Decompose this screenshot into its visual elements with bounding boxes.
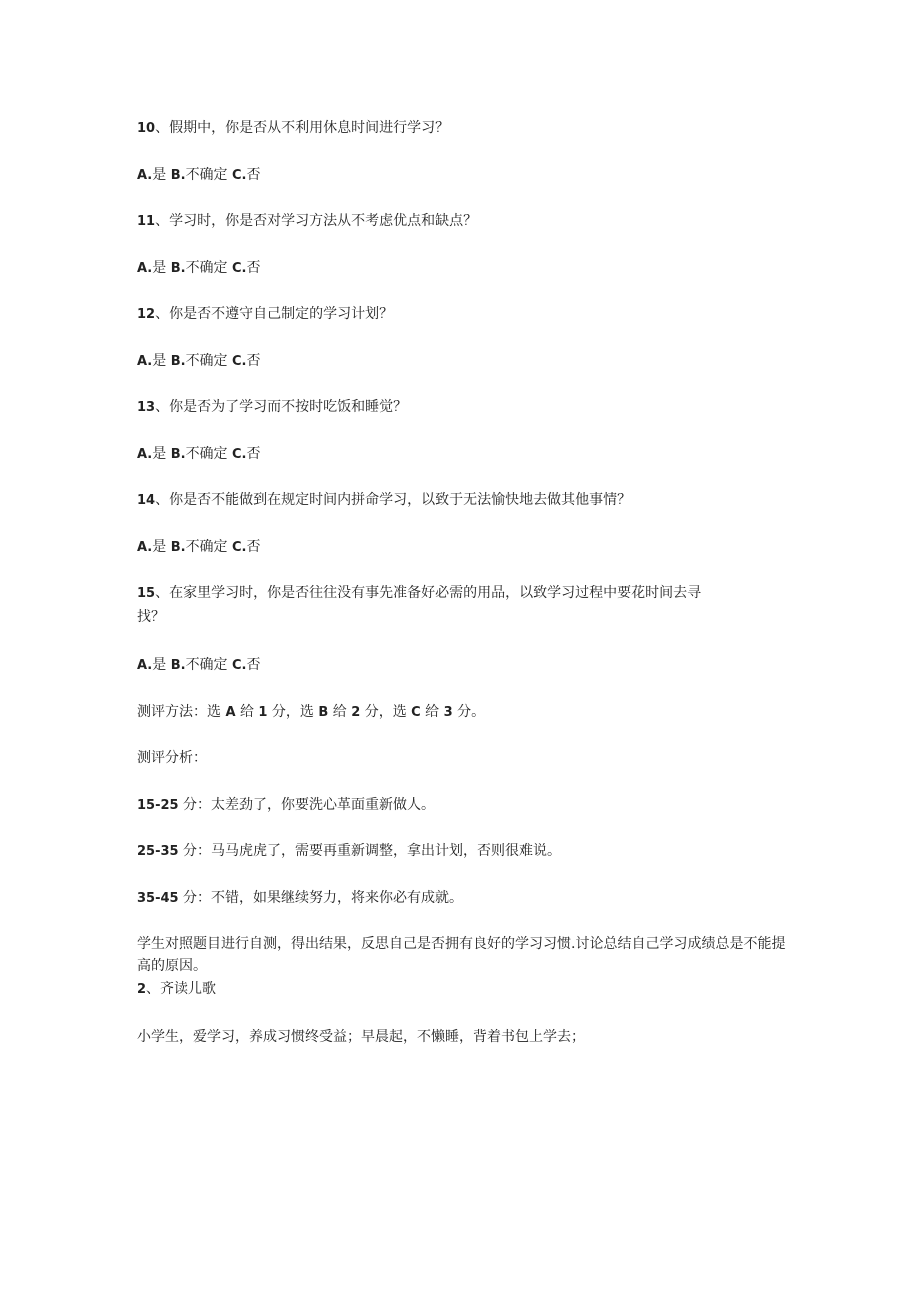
option-c-letter: C. (232, 658, 247, 673)
question-number: 11 (137, 214, 156, 229)
answer-options (137, 444, 261, 465)
option-b-letter: B. (170, 447, 186, 462)
scoring-points: 1 (258, 705, 268, 720)
option-b-letter: B. (170, 540, 186, 555)
question-number: 12 (137, 307, 156, 322)
option-c-text: 否 (246, 446, 261, 462)
option-b-text: 不确定 (185, 539, 233, 555)
option-b-letter: B. (170, 354, 186, 369)
scoring-text: 给 (328, 704, 352, 720)
question-text-continued: 找？ (137, 609, 165, 625)
option-a-letter: A. (137, 658, 153, 673)
question-text: 、你是否不遵守自己制定的学习计划？ (155, 306, 394, 322)
option-a-text: 是 (152, 353, 171, 369)
scoring-option-b: B (318, 705, 329, 720)
option-a-letter: A. (137, 168, 153, 183)
question-text: 、你是否为了学习而不按时吃饭和睡觉？ (155, 399, 408, 415)
scoring-points: 3 (443, 705, 453, 720)
scoring-text: 给 (420, 704, 444, 720)
option-c-letter: C. (232, 261, 247, 276)
question-text: 、学习时，你是否对学习方法从不考虑优点和缺点？ (155, 213, 478, 229)
question-text: 、你是否不能做到在规定时间内拼命学习，以致于无法愉快地去做其他事情？ (155, 492, 632, 508)
summary-paragraph: 学生对照题目进行自测，得出结果，反思自己是否拥有良好的学习习惯.讨论总结自己学习成绩总是不能提高的原因。 (137, 936, 786, 974)
question-15-continuation (137, 607, 165, 627)
option-c-text: 否 (246, 657, 261, 673)
option-c-letter: C. (232, 354, 247, 369)
option-b-text: 不确定 (185, 353, 233, 369)
score-range: 15-25 (137, 798, 179, 813)
score-range-3 (137, 888, 463, 909)
score-range-text: 分：太差劲了，你要洗心革面重新做人。 (178, 797, 436, 813)
scoring-text: 分，选 (267, 704, 319, 720)
option-c-letter: C. (232, 447, 247, 462)
option-a-text: 是 (152, 167, 171, 183)
option-a-letter: A. (137, 540, 153, 555)
option-a-text: 是 (152, 657, 171, 673)
option-c-letter: C. (232, 540, 247, 555)
score-range: 25-35 (137, 844, 179, 859)
question-11 (137, 211, 477, 232)
score-range-2 (137, 841, 561, 862)
answer-options (137, 537, 261, 558)
option-c-letter: C. (232, 168, 247, 183)
analysis-title: 测评分析： (137, 750, 207, 766)
option-a-letter: A. (137, 261, 153, 276)
option-b-text: 不确定 (185, 446, 233, 462)
question-number: 13 (137, 400, 156, 415)
option-c-text: 否 (246, 260, 261, 276)
question-text: 、在家里学习时，你是否往往没有事先准备好必需的用品，以致学习过程中要花时间去寻 (155, 585, 702, 601)
answer-options (137, 351, 261, 372)
question-15 (137, 583, 701, 604)
score-range-text: 分：马马虎虎了，需要再重新调整，拿出计划，否则很难说。 (178, 843, 562, 859)
answer-options (137, 165, 261, 186)
question-number: 15 (137, 586, 156, 601)
scoring-text: 给 (235, 704, 259, 720)
question-12 (137, 304, 393, 325)
option-b-text: 不确定 (185, 260, 233, 276)
question-number: 14 (137, 493, 156, 508)
option-a-text: 是 (152, 446, 171, 462)
section-title: 、齐读儿歌 (146, 981, 217, 997)
answer-options (137, 655, 261, 676)
option-b-letter: B. (170, 261, 186, 276)
question-10 (137, 118, 449, 139)
scoring-points: 2 (351, 705, 361, 720)
answer-options (137, 258, 261, 279)
option-c-text: 否 (246, 167, 261, 183)
scoring-option-a: A (225, 705, 236, 720)
section-number: 2 (137, 982, 147, 997)
question-text: 、假期中，你是否从不利用休息时间进行学习？ (155, 120, 450, 136)
scoring-text: 分。 (452, 704, 486, 720)
scoring-text: 分，选 (360, 704, 412, 720)
option-b-text: 不确定 (185, 167, 233, 183)
option-b-letter: B. (170, 658, 186, 673)
score-range-1 (137, 795, 435, 816)
option-b-text: 不确定 (185, 657, 233, 673)
option-c-text: 否 (246, 353, 261, 369)
section-2-heading (137, 979, 216, 1000)
option-b-letter: B. (170, 168, 186, 183)
score-range-text: 分：不错，如果继续努力，将来你必有成就。 (178, 890, 464, 906)
option-a-text: 是 (152, 539, 171, 555)
option-a-text: 是 (152, 260, 171, 276)
scoring-method (137, 702, 485, 723)
option-a-letter: A. (137, 447, 153, 462)
scoring-option-c: C (411, 705, 421, 720)
question-number: 10 (137, 121, 156, 136)
score-range: 35-45 (137, 891, 179, 906)
scoring-text: 测评方法：选 (137, 704, 226, 720)
question-13 (137, 397, 407, 418)
rhyme-line: 小学生，爱学习，养成习惯终受益；早晨起，不懒睡，背着书包上学去； (137, 1029, 585, 1045)
option-a-letter: A. (137, 354, 153, 369)
question-14 (137, 490, 631, 511)
option-c-text: 否 (246, 539, 261, 555)
